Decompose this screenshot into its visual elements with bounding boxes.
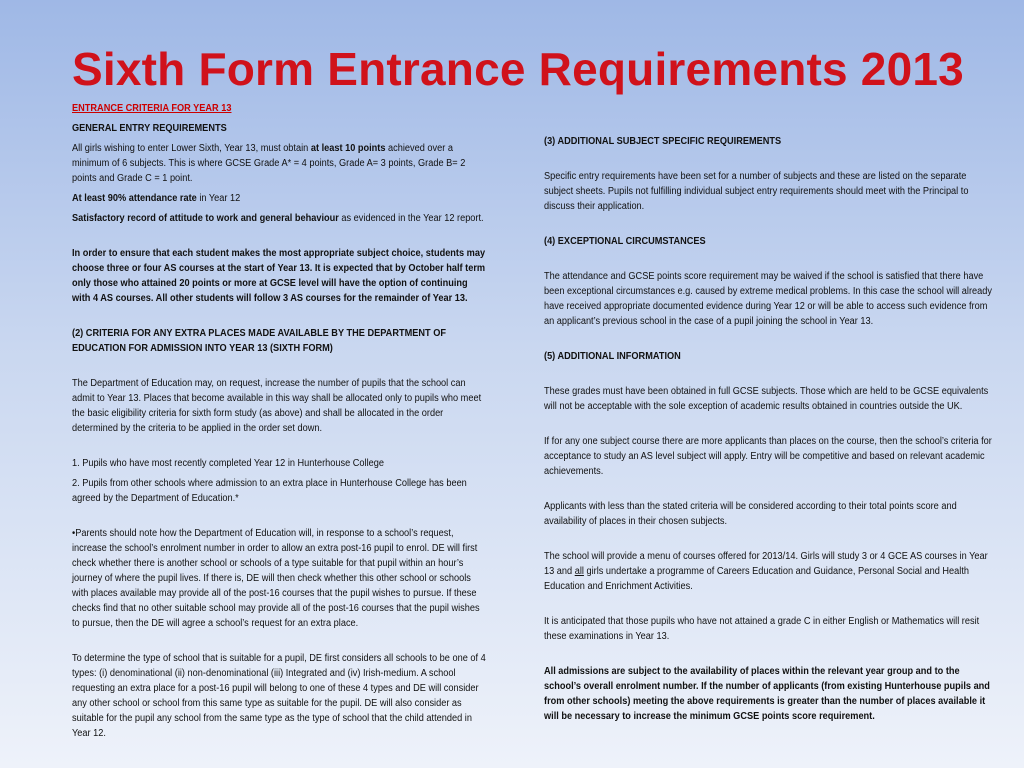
admissions-text: All admissions are subject to the availability of places within the relevant year group and to the school’s overall enrolment number. If the number of applicants (from existing Hunterhouse pupils and from other schools) meeting the above requirements is greater than the number of places available it will be necessary to increase the minimum GCSE points score requirement. [544,666,990,722]
points-requirement-paragraph [72,141,486,186]
section-4-heading-text: (4) EXCEPTIONAL CIRCUMSTANCES [544,236,706,247]
parents-note-paragraph: •Parents should note how the Department of Education will, in response to a school’s request, increase the school’s enrolment number in order to allow an extra post-16 pupil to enrol. DE will first check whether there is another school or schools of a type suitable for that pupil within an hour’s journey of where the pupil lives. If there is, DE will then check whether this other school or schools with places available may provide all of the post-16 courses that the pupil wishes to pursue. If these checks find that no other suitable school may provide all of the post-16 courses that the pupil wishes to pursue, then the DE will agree a school’s request for an extra place. [72,528,480,629]
left-column [72,101,486,741]
course-menu-paragraph [544,549,995,594]
attendance-text-bold: At least 90% attendance rate [72,193,197,204]
attendance-text: in Year 12 [196,193,241,204]
general-entry-heading [72,121,486,136]
page-title: Sixth Form Entrance Requirements 2013 [72,43,964,95]
section-2-heading [72,326,486,356]
exceptional-circumstances-paragraph: The attendance and GCSE points score requirement may be waived if the school is satisfied that there have been exceptional circumstances e.g. caused by extreme medical problems. In this case the school will already have received appropriate documented evidence during Year 12 or will be able to access such evidence from an applicant’s previous school in the case of a pupil joining the school in Year 13. [544,271,992,327]
course-menu-text-underlined: all [574,566,584,577]
admissions-paragraph [544,664,995,724]
points-text-bold: at least 10 points [310,143,386,154]
section-5-heading [544,349,995,364]
right-column [544,134,995,724]
behaviour-text: as evidenced in the Year 12 report. [338,213,484,224]
course-menu-text-a: The school will provide a menu of courses offered for 2013/14. Girls will study 3 or 4 GCE AS courses in Year 13 and [544,551,988,577]
points-text-c: achieved over a minimum of 6 subjects. This is where GCSE Grade A* = 4 points, Grade A= 3 points, Grade B= 2 points and Grade C = 1 point. [72,143,466,184]
subject-choice-paragraph [72,246,486,306]
less-than-criteria-paragraph: Applicants with less than the stated criteria will be considered according to their total points score and availability of places in their chosen subjects. [544,501,957,527]
behaviour-text-bold: Satisfactory record of attitude to work and general behaviour [72,213,339,224]
section-3-heading [544,134,995,149]
extra-places-paragraph: The Department of Education may, on request, increase the number of pupils that the school can admit to Year 13. Places that become available in this way shall be allocated only to pupils who meet the basic eligibility criteria for sixth form study (as above) and shall be allocated in the order determined by the criteria to be applied in the order set down. [72,378,482,434]
section-5-heading-text: (5) ADDITIONAL INFORMATION [544,351,681,362]
course-menu-text-c: girls undertake a programme of Careers Education and Guidance, Personal Social and Health Education and Enrichment Activities. [544,566,970,592]
applicants-competition-paragraph: If for any one subject course there are more applicants than places on the course, then the school’s criteria for acceptance to study an AS level subject will apply. Entry will be competitive and based on relevant academic achievements. [544,436,992,477]
resit-paragraph: It is anticipated that those pupils who have not attained a grade C in either English or Mathematics will resit these examinations in Year 13. [544,616,980,642]
criteria-item-1: 1. Pupils who have most recently completed Year 12 in Hunterhouse College [72,458,384,469]
section-3-heading-text: (3) ADDITIONAL SUBJECT SPECIFIC REQUIREMENTS [544,136,782,147]
behaviour-paragraph [72,211,486,226]
entrance-criteria-heading: ENTRANCE CRITERIA FOR YEAR 13 [72,103,232,114]
attendance-paragraph [72,191,486,206]
subject-requirements-paragraph: Specific entry requirements have been set for a number of subjects and these are listed on the separate subject sheets. Pupils not fulfilling individual subject entry requirements should meet with the Principal to discuss their application. [544,171,969,212]
section-4-heading [544,234,995,249]
section-2-heading-text: (2) CRITERIA FOR ANY EXTRA PLACES MADE AVAILABLE BY THE DEPARTMENT OF EDUCATION FOR ADMISSION INTO YEAR 13 (SIXTH FORM) [72,328,446,354]
criteria-item-2: 2. Pupils from other schools where admission to an extra place in Hunterhouse College has been agreed by the Department of Education.* [72,478,467,504]
gcse-grades-paragraph: These grades must have been obtained in full GCSE subjects. Those which are held to be GCSE equivalents will not be acceptable with the sole exception of academic results obtained in countries outside the UK. [544,386,989,412]
subject-choice-text: In order to ensure that each student makes the most appropriate subject choice, students may choose three or four AS courses at the start of Year 13. It is expected that by October half term only those who attained 20 points or more at GCSE level will have the option of continuing with 4 AS courses. All other students will follow 3 AS courses for the remainder of Year 13. [72,248,486,304]
school-type-paragraph: To determine the type of school that is suitable for a pupil, DE first considers all schools to be one of 4 types: (i) denominational (ii) non-denominational (iii) Integrated and (iv) Irish-medium. A school requesting an extra place for a post-16 pupil will belong to one of these 4 types and DE will consider any other school or school from this same type as suitable for the pupil. DE will also consider as suitable for the pupil any school from the same type as the type of school that the child attended in Year 12. [72,653,486,739]
points-text-a: All girls wishing to enter Lower Sixth, Year 13, must obtain [72,143,311,154]
general-entry-heading-text: GENERAL ENTRY REQUIREMENTS [72,123,227,134]
